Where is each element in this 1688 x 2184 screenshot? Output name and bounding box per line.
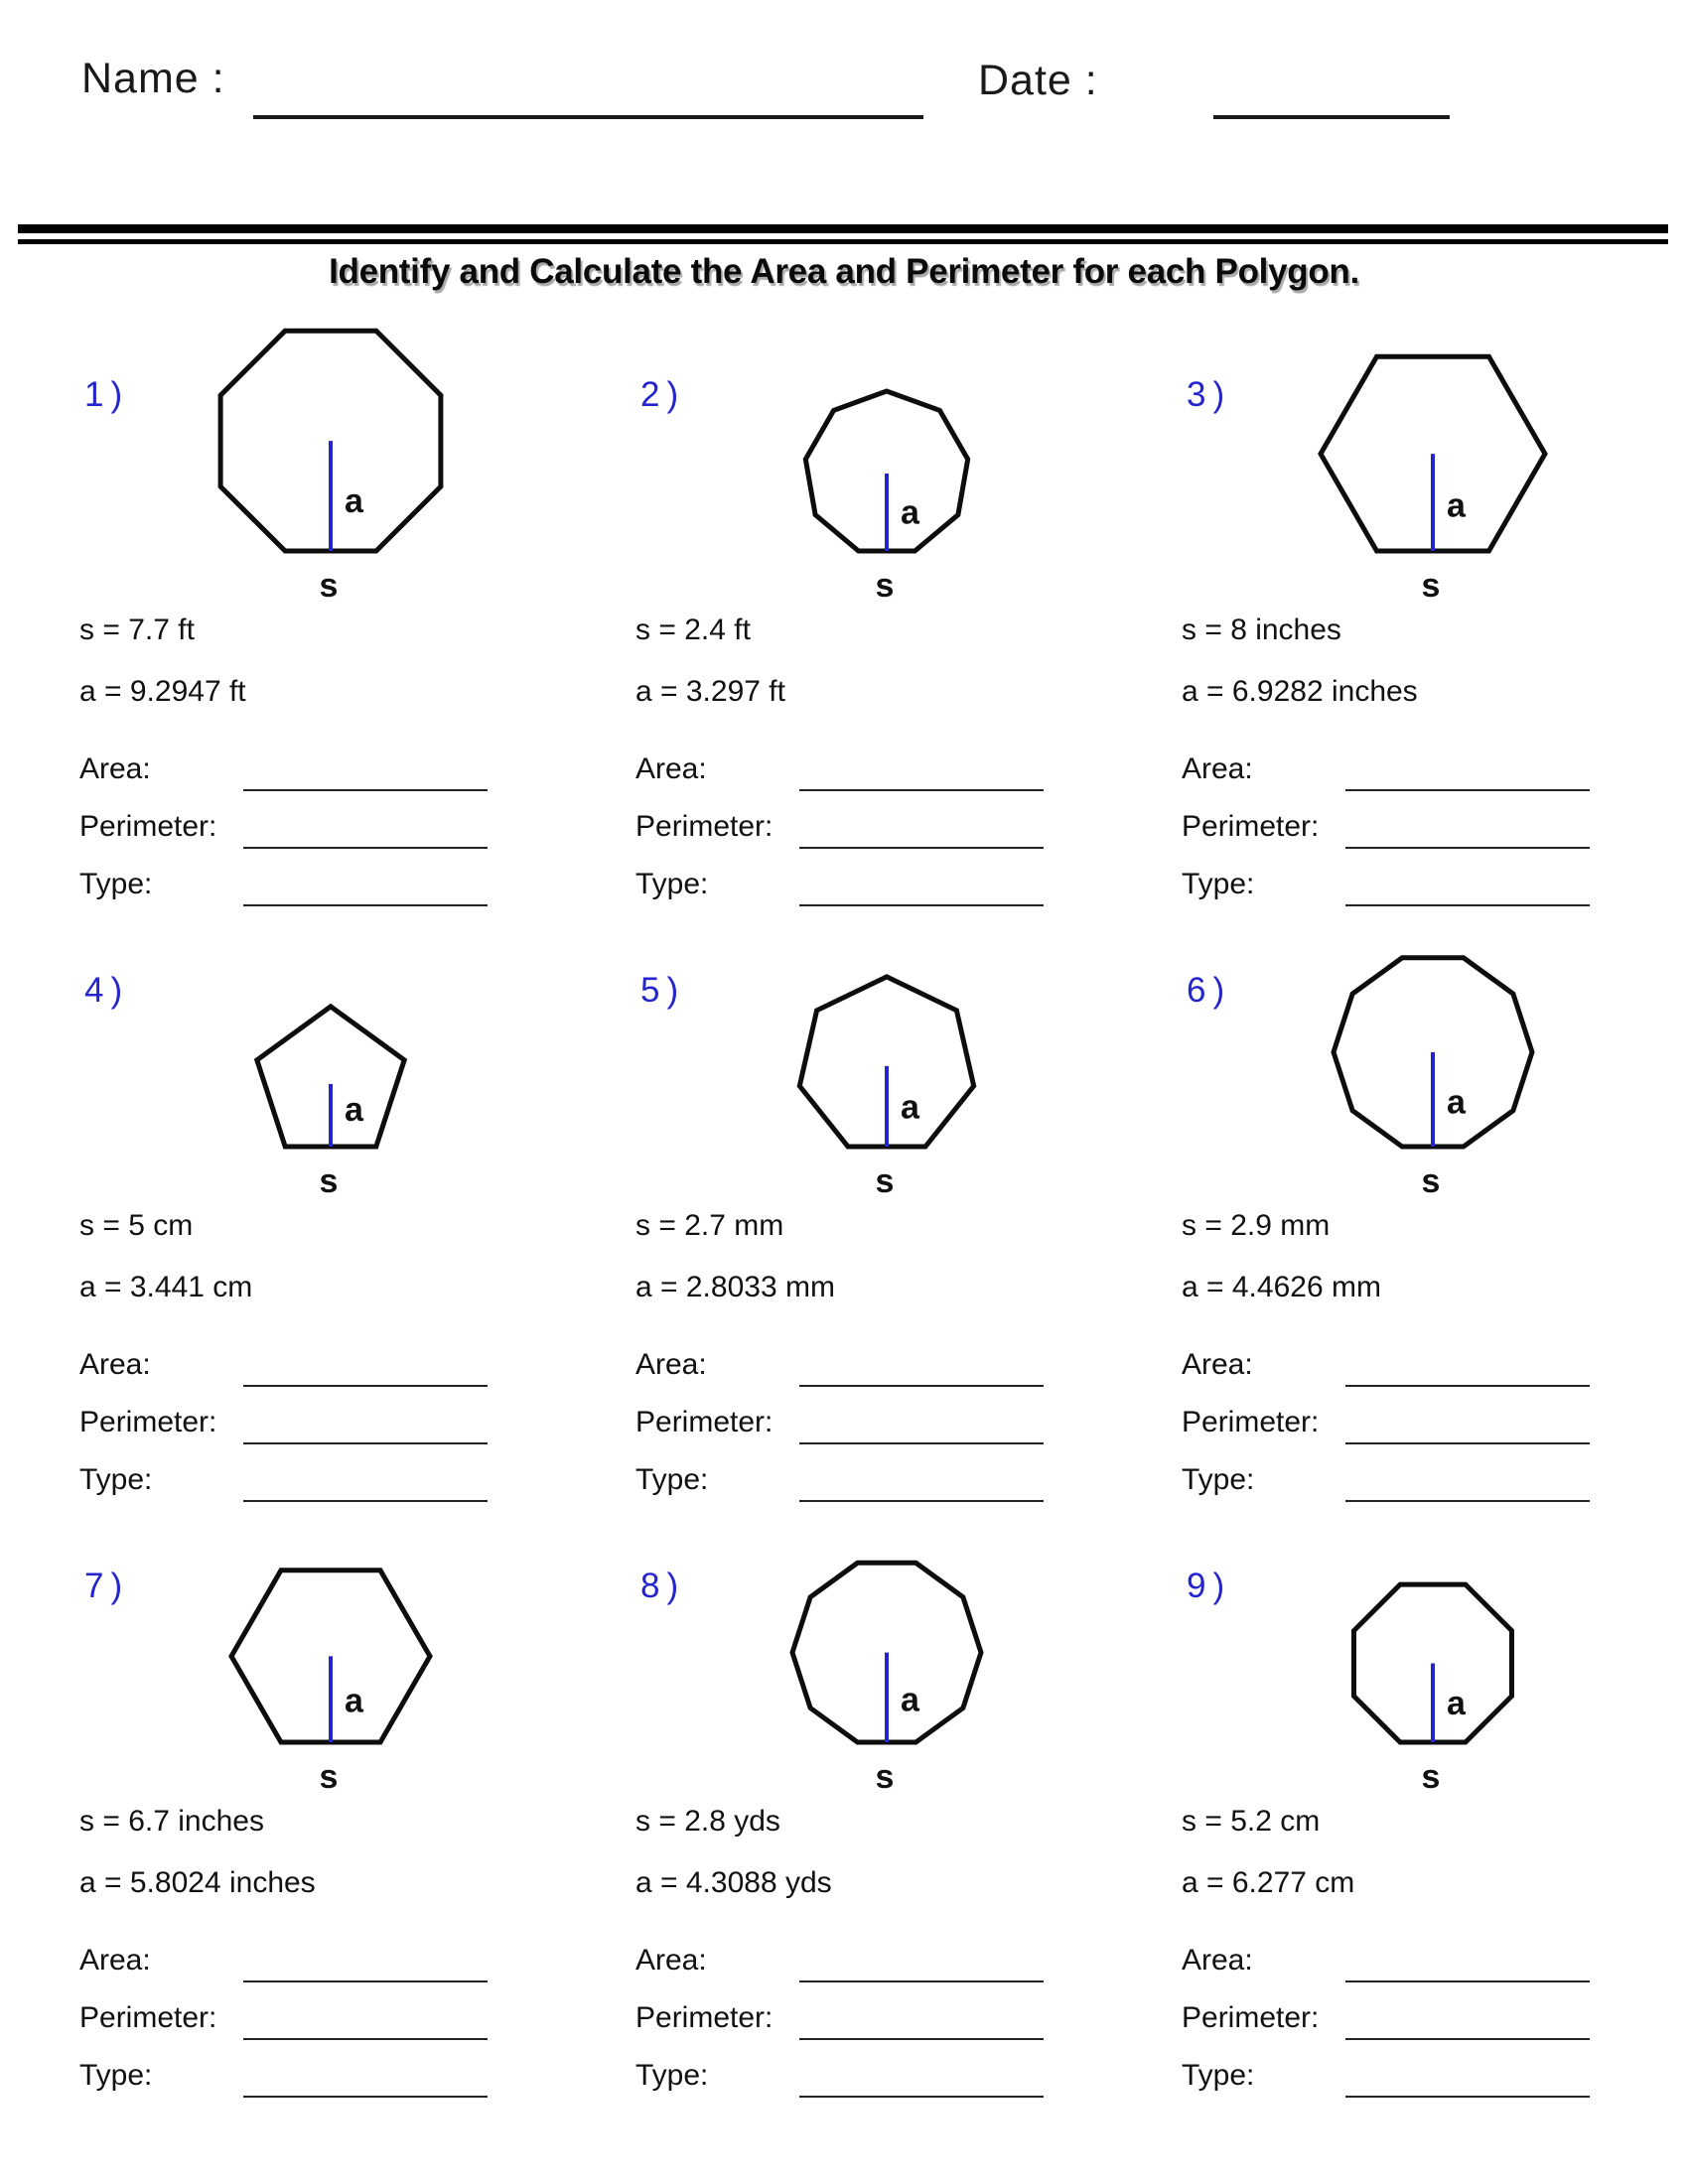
apothem-value: a = 9.2947 ft (79, 675, 246, 708)
type-row (611, 868, 1157, 925)
type-row (611, 2059, 1157, 2116)
perimeter-row (611, 810, 1157, 868)
perimeter-row (1157, 2001, 1688, 2059)
perimeter-blank-line (799, 2038, 1044, 2040)
type-label: Type: (1182, 868, 1255, 900)
side-glyph-label: s (1421, 567, 1441, 605)
answer-fields (611, 1348, 1157, 1521)
perimeter-blank-line (1345, 1442, 1590, 1444)
apothem-glyph-label: a (901, 1681, 919, 1719)
apothem-value: a = 6.277 cm (1182, 1866, 1355, 1899)
side-glyph-label: s (875, 567, 895, 605)
side-glyph-label: s (319, 1162, 339, 1200)
apothem-glyph-label: a (345, 1091, 363, 1129)
area-blank-line (243, 1385, 488, 1387)
answer-fields (1157, 752, 1688, 925)
polygon-figure (1157, 923, 1688, 1213)
area-blank-line (243, 1980, 488, 1982)
perimeter-label: Perimeter: (79, 1406, 217, 1438)
perimeter-row (55, 810, 601, 868)
date-label: Date : (978, 57, 1098, 104)
side-value: s = 2.8 yds (635, 1805, 780, 1838)
problem-cell (1157, 923, 1688, 1514)
answer-fields (611, 752, 1157, 925)
type-blank-line (799, 904, 1044, 906)
problem-cell (611, 923, 1157, 1514)
perimeter-label: Perimeter: (635, 2001, 774, 2034)
type-row (55, 868, 601, 925)
problem-number: 8) (640, 1567, 686, 1605)
problem-cell (55, 1519, 601, 2110)
perimeter-row (611, 2001, 1157, 2059)
area-row (1157, 752, 1688, 810)
apothem-glyph-label: a (901, 1088, 919, 1127)
area-label: Area: (79, 1348, 151, 1381)
side-glyph-label: s (319, 567, 339, 605)
side-value: s = 7.7 ft (79, 614, 195, 646)
type-label: Type: (635, 868, 709, 900)
perimeter-blank-line (799, 847, 1044, 849)
problem-cell (1157, 328, 1688, 918)
problem-number: 2) (640, 375, 686, 414)
apothem-value: a = 6.9282 inches (1182, 675, 1418, 708)
side-value: s = 6.7 inches (79, 1805, 264, 1838)
area-label: Area: (1182, 752, 1253, 785)
perimeter-blank-line (1345, 847, 1590, 849)
type-blank-line (243, 904, 488, 906)
side-glyph-label: s (875, 1162, 895, 1200)
answer-fields (611, 1944, 1157, 2116)
area-label: Area: (635, 1944, 707, 1977)
type-label: Type: (79, 1463, 153, 1496)
area-row (611, 752, 1157, 810)
apothem-glyph-label: a (345, 1682, 363, 1720)
perimeter-row (55, 2001, 601, 2059)
problem-number: 9) (1187, 1567, 1232, 1605)
area-row (1157, 1348, 1688, 1406)
type-row (1157, 2059, 1688, 2116)
apothem-value: a = 3.441 cm (79, 1271, 253, 1303)
type-blank-line (1345, 904, 1590, 906)
problem-cell (1157, 1519, 1688, 2110)
perimeter-label: Perimeter: (79, 810, 217, 843)
area-blank-line (243, 789, 488, 791)
perimeter-row (611, 1406, 1157, 1463)
area-row (55, 1944, 601, 2001)
type-blank-line (799, 2096, 1044, 2098)
perimeter-row (55, 1406, 601, 1463)
apothem-value: a = 3.297 ft (635, 675, 785, 708)
polygon-figure (55, 328, 591, 617)
type-label: Type: (1182, 2059, 1255, 2092)
side-value: s = 2.7 mm (635, 1209, 784, 1242)
perimeter-label: Perimeter: (635, 1406, 774, 1438)
apothem-glyph-label: a (901, 493, 919, 532)
polygon-figure (1157, 1519, 1688, 1809)
apothem-value: a = 4.4626 mm (1182, 1271, 1381, 1303)
problem-number: 4) (84, 971, 130, 1010)
answer-fields (55, 1348, 601, 1521)
polygon-figure (611, 923, 1147, 1213)
area-label: Area: (635, 752, 707, 785)
perimeter-row (1157, 1406, 1688, 1463)
side-glyph-label: s (1421, 1758, 1441, 1796)
area-row (55, 1348, 601, 1406)
area-blank-line (1345, 1385, 1590, 1387)
problem-number: 1) (84, 375, 130, 414)
type-label: Type: (79, 2059, 153, 2092)
perimeter-label: Perimeter: (635, 810, 774, 843)
type-row (1157, 868, 1688, 925)
type-label: Type: (1182, 1463, 1255, 1496)
perimeter-blank-line (1345, 2038, 1590, 2040)
type-label: Type: (635, 2059, 709, 2092)
area-label: Area: (1182, 1348, 1253, 1381)
polygon-figure (611, 1519, 1147, 1809)
perimeter-label: Perimeter: (1182, 810, 1320, 843)
type-row (55, 2059, 601, 2116)
problem-number: 5) (640, 971, 686, 1010)
type-blank-line (1345, 1500, 1590, 1502)
answer-fields (1157, 1944, 1688, 2116)
polygon-figure (611, 328, 1147, 617)
side-glyph-label: s (875, 1758, 895, 1796)
side-value: s = 8 inches (1182, 614, 1341, 646)
area-row (55, 752, 601, 810)
side-value: s = 2.9 mm (1182, 1209, 1331, 1242)
problem-number: 3) (1187, 375, 1232, 414)
type-label: Type: (79, 868, 153, 900)
perimeter-blank-line (799, 1442, 1044, 1444)
problem-number: 7) (84, 1567, 130, 1605)
side-value: s = 2.4 ft (635, 614, 751, 646)
area-blank-line (1345, 789, 1590, 791)
side-value: s = 5.2 cm (1182, 1805, 1321, 1838)
type-row (1157, 1463, 1688, 1521)
side-value: s = 5 cm (79, 1209, 194, 1242)
type-row (55, 1463, 601, 1521)
answer-fields (55, 752, 601, 925)
area-row (611, 1348, 1157, 1406)
worksheet-title: Identify and Calculate the Area and Perimeter for each Polygon. (329, 252, 1359, 291)
problem-cell (55, 328, 601, 918)
apothem-glyph-label: a (1447, 1685, 1466, 1723)
area-label: Area: (635, 1348, 707, 1381)
perimeter-row (1157, 810, 1688, 868)
apothem-value: a = 2.8033 mm (635, 1271, 835, 1303)
answer-fields (1157, 1348, 1688, 1521)
type-row (611, 1463, 1157, 1521)
problem-cell (611, 1519, 1157, 2110)
problem-number: 6) (1187, 971, 1232, 1010)
perimeter-blank-line (243, 1442, 488, 1444)
area-blank-line (799, 789, 1044, 791)
answer-fields (55, 1944, 601, 2116)
apothem-value: a = 4.3088 yds (635, 1866, 832, 1899)
apothem-glyph-label: a (1447, 1083, 1466, 1122)
perimeter-label: Perimeter: (1182, 1406, 1320, 1438)
type-blank-line (1345, 2096, 1590, 2098)
polygon-figure (1157, 328, 1688, 617)
area-blank-line (799, 1385, 1044, 1387)
area-blank-line (799, 1980, 1044, 1982)
area-row (611, 1944, 1157, 2001)
area-label: Area: (1182, 1944, 1253, 1977)
polygon-figure (55, 1519, 591, 1809)
type-blank-line (243, 1500, 488, 1502)
problem-cell (55, 923, 601, 1514)
perimeter-blank-line (243, 2038, 488, 2040)
area-blank-line (1345, 1980, 1590, 1982)
type-blank-line (799, 1500, 1044, 1502)
problem-cell (611, 328, 1157, 918)
type-blank-line (243, 2096, 488, 2098)
apothem-value: a = 5.8024 inches (79, 1866, 316, 1899)
area-row (1157, 1944, 1688, 2001)
polygon-figure (55, 923, 591, 1213)
perimeter-label: Perimeter: (1182, 2001, 1320, 2034)
area-label: Area: (79, 1944, 151, 1977)
type-label: Type: (635, 1463, 709, 1496)
side-glyph-label: s (1421, 1162, 1441, 1200)
side-glyph-label: s (319, 1758, 339, 1796)
perimeter-label: Perimeter: (79, 2001, 217, 2034)
apothem-glyph-label: a (345, 482, 363, 521)
apothem-glyph-label: a (1447, 486, 1466, 525)
area-label: Area: (79, 752, 151, 785)
name-label: Name : (81, 55, 225, 102)
perimeter-blank-line (243, 847, 488, 849)
